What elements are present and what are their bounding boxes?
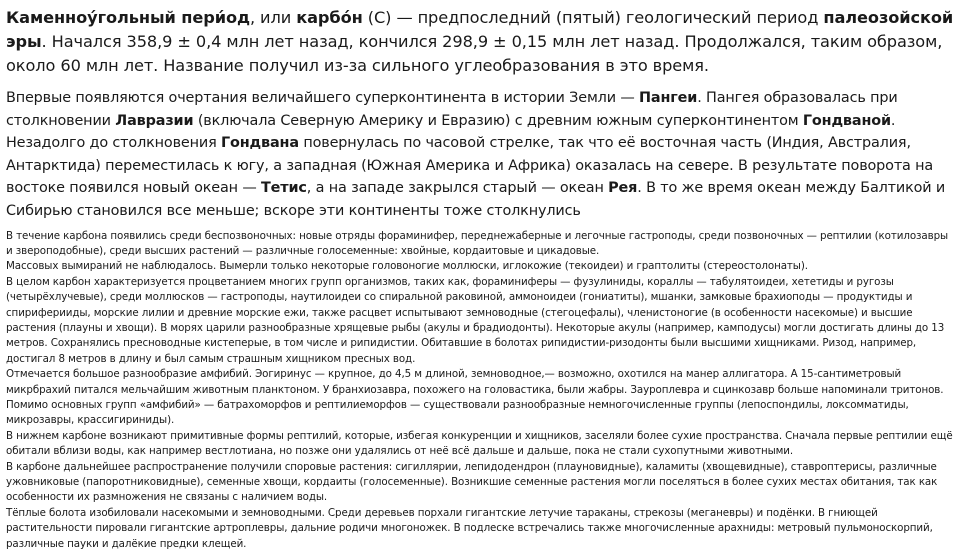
term-carbon: карбо́н [296, 8, 363, 27]
term-gondwana-1: Гондваной [802, 112, 891, 129]
pangea-paragraph [6, 87, 954, 223]
term-paleozoic: палеозойской эры [6, 8, 954, 51]
term-tethys: Тетис [261, 180, 307, 197]
pangea-text-3: (включала Северную Америку и Евразию) с древним южным суперконтинентом [193, 112, 803, 129]
details-section [6, 229, 954, 552]
details-paragraph: Тёплые болота изобиловали насекомыми и земноводными. Среди деревьев порхали гигантские летучие тараканы, стрекозы (меганевры) и подёнки. В гниющей растительности пировали гигантские артроплевры, дальние родичи многоножек. В подлеске встречались также многочисленные арахниды: метровый пульмоноскорпий, различные пауки и далёкие предки клещей. [6, 506, 933, 550]
term-carboniferous: Каменноу́гольный пери́од [6, 8, 250, 27]
pangea-text-4: . Незадолго до столкновения [6, 112, 896, 152]
details-paragraph: В карбоне дальнейшее распространение получили споровые растения: сигиллярии, лепидодендрон (плауновидные), каламиты (хвощевидные), ставроптерисы, различные ужовниковые (папоротниковидные), семенные хвощи, кордаиты (голосеменные). Возникшие семенные растения могли поселяться в более сухих местах обитания, так как особенности их размножения не связаны с наличием воды. [6, 460, 938, 504]
pangea-text-6: , а на западе закрылся старый — океан [306, 180, 609, 197]
term-rheic: Рея [608, 180, 638, 197]
document-page [6, 6, 954, 550]
pangea-text-5: повернулась по часовой стрелке, так что её восточная часть (Индия, Австралия, Антарктида) переместилась к югу, а западная (Южная Америка и Африка) оказалась на севере. В результате поворота на востоке появился новый океан — [6, 135, 934, 197]
details-paragraph: В целом карбон характеризуется процветанием многих групп организмов, таких как, фораминиферы — фузулиниды, кораллы — табулятоидеи, хететиды и ругозы (четырёхлучевые), среди моллюсков — гастроподы, наутилоидеи со спиральной раковиной, аммоноидеи (гониатиты), мшанки, замковые брахиоподы — продуктиды и спириферииды, морские лилии и древние морские ежи, также расцвет испытывают земноводные (стегоцефалы), членистоногие (в особенности насекомые) и высшие растения (плауны и хвощи). В морях царили разнообразные хрящевые рыбы (акулы и брадиодонты). Некоторые акулы (например, камподусы) могли достигать длины до 13 метров. Сохранялись пресноводные кистеперые, в том числе и рипидистии. Обитавшие в болотах рипидистии-ризодонты были высшими хищниками. Ризод, например, достигал 8 метров в длину и был самым страшным хищником пресных вод. [6, 275, 945, 365]
details-paragraph: Массовых вымираний не наблюдалось. Вымерли только некоторые головоногие моллюски, иглокожие (текоидеи) и граптолиты (стереостолонаты). [6, 260, 808, 273]
pangea-text-2: . Пангея образовалась при столкновении [6, 90, 898, 129]
intro-text-1: , или [249, 8, 297, 27]
details-paragraph: В течение карбона появились среди беспозвоночных: новые отряды фораминифер, переднежаберные и легочные гастроподы, среди позвоночных — рептилии (котилозавры и звероподобные), среди высших растений — различные голосеменные: хвойные, кордаитовые и цикадовые. [6, 229, 949, 257]
intro-text-2: (C) — предпоследний (пятый) геологический период [362, 8, 824, 27]
term-gondwana-2: Гондвана [221, 135, 299, 152]
pangea-text-7: . В то же время океан между Балтикой и Сибирью становился все меньше; вскоре эти континенты тоже столкнулись [6, 180, 946, 219]
details-paragraph: В нижнем карбоне возникают примитивные формы рептилий, которые, избегая конкуренции и хищников, заселяли более сухие пространства. Сначала первые рептилии ещё обитали вблизи воды, как например вестлотиана, но позже они удалялись от неё всё дальше и дальше, пока не стали сухопутными животными. [6, 429, 953, 458]
details-paragraph: Отмечается большое разнообразие амфибий. Эогиринус — крупное, до 4,5 м длиной, земноводное,— возможно, охотился на манер аллигатора. А 15-сантиметровый микрбрахий питался мельчайшим животным планктоном. У бранхиозавра, похожего на головастика, были жабры. Зауроплевра и сцинкозавр больше напоминали тритонов. Помимо основных групп «амфибий» — батрахоморфов и рептилиеморфов — существовали разнообразные немногочисленные группы (лепоспондилы, локсомматиды, микрозавры, крассигириниды). [6, 368, 944, 427]
term-laurasia: Лавразии [115, 112, 194, 129]
term-pangea: Пангеи [639, 90, 698, 106]
intro-paragraph [6, 6, 954, 78]
pangea-text-1: Впервые появляются очертания величайшего суперконтинента в истории Земли — [6, 90, 640, 106]
intro-text-3: . Начался 358,9 ± 0,4 млн лет назад, кончился 298,9 ± 0,15 млн лет назад. Продолжался, таким образом, около 60 млн лет. Название получил из-за сильного углеобразования в это время. [6, 32, 943, 75]
